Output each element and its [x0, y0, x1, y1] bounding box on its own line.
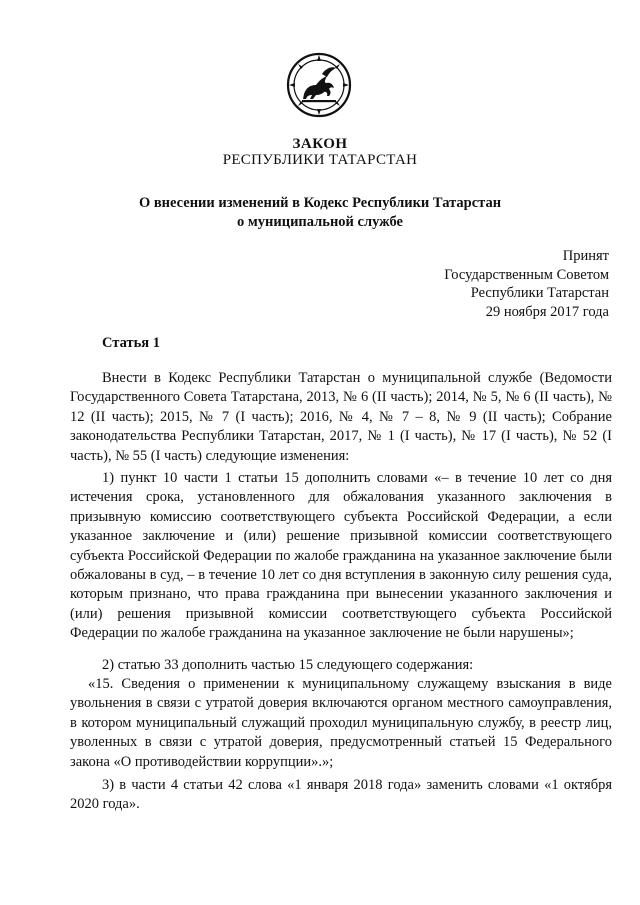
article-heading: Статья 1 — [102, 335, 160, 351]
law-name — [0, 194, 640, 232]
law-name-line: О внесении изменений в Кодекс Республики Татарстан — [138, 195, 502, 211]
article-paragraph: 3) в части 4 статьи 42 слова «1 января 2018 года» заменить словами «1 октября 2020 года». — [70, 777, 612, 813]
adoption-info — [444, 247, 609, 321]
article-paragraph: Внести в Кодекс Республики Татарстан о муниципальной службе (Ведомости Государственного Совета Татарстана, 2013, № 6 (II часть); 2014, № 5, № 6 (II часть), № 12 (II часть); 2015, № 7 (I часть); 2016, № 4, № 7 – 8, № 9 (II часть); Собрание законодательства Республики Татарстан, 2017, № 1 (I часть), № 17 (I часть), № 52 (I часть), № 55 (I часть) следующие изменения: — [70, 370, 612, 464]
article-paragraph: «15. Сведения о применении к муниципальному служащему взыскания в виде увольнения в связи с утратой доверия включаются органом местного самоуправления, в котором муниципальный служащий проходил муниципальную службу, в реестр лиц, уволенных в связи с утратой доверия, предусмотренный статьей 15 Федерального закона «О противодействии коррупции».»; — [70, 676, 612, 770]
document-title: ЗАКОН — [292, 136, 348, 152]
adoption-line: Республики Татарстан — [470, 285, 609, 301]
adoption-date: 29 ноября 2017 года — [485, 303, 609, 320]
adoption-line: Принят — [562, 248, 609, 264]
article-paragraph: 2) статью 33 дополнить частью 15 следующего содержания: — [102, 657, 474, 673]
tatarstan-coat-of-arms-icon — [286, 52, 352, 118]
adoption-line: Государственным Советом — [444, 266, 609, 283]
law-name-line: о муниципальной службе — [237, 214, 403, 230]
article-paragraph: 1) пункт 10 части 1 статьи 15 дополнить словами «– в течение 10 лет со дня истечения срока, установленного для обжалования указанного заключения в призывную комиссию соответствующего субъекта Российской Федерации, а если указанное заключение и (или) решение призывной комиссии соответствующего субъекта Российской Федерации по жалобе гражданина на указанное заключение были обжалованы в суд, – в течение 10 лет со дня вступления в законную силу решения суда, которым признано, что права гражданина при вынесении указанного заключения и (или) решения призывной комиссии соответствующего субъекта Российской Федерации по жалобе гражданина на указанное заключение не были нарушены»; — [70, 470, 612, 642]
document-subtitle: РЕСПУБЛИКИ ТАТАРСТАН — [222, 152, 418, 168]
